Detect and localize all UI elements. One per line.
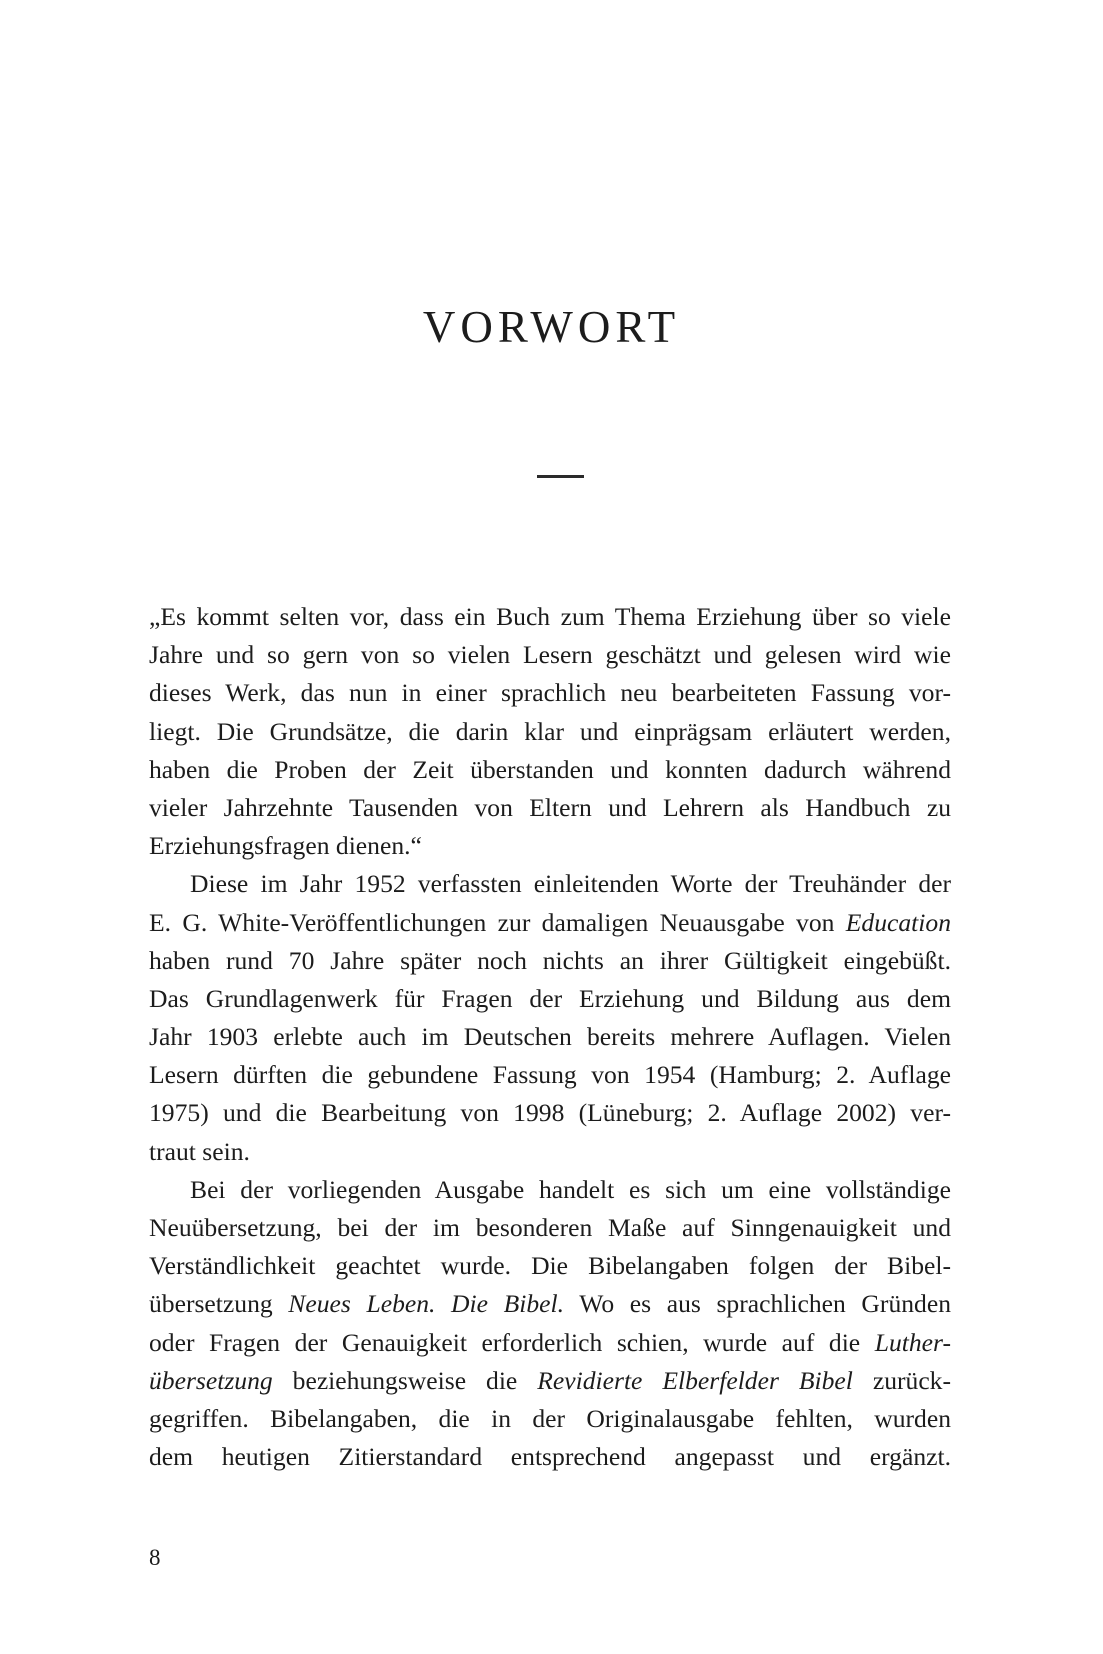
text-line (149, 1018, 951, 1056)
text-line (149, 904, 951, 942)
text-segment: zurück- (852, 1365, 951, 1395)
text-segment: gegriffen. Bibelangaben, die in der Originalausgabe fehlten, wurden (149, 1403, 951, 1433)
text-line (149, 1171, 951, 1209)
text-segment: übersetzung (149, 1289, 289, 1319)
text-line (149, 1438, 951, 1476)
text-segment: „Es kommt selten vor, dass ein Buch zum Thema Erziehung über so viele (149, 602, 951, 631)
text-line (149, 942, 951, 980)
text-line (149, 980, 951, 1018)
chapter-title: VORWORT (422, 302, 681, 352)
text-segment: dem heutigen Zitierstandard entsprechend angepasst und ergänzt. (149, 1442, 951, 1472)
text-line (149, 1247, 951, 1285)
text-segment: Neuübersetzung, bei der im besonderen Maße auf Sinngenauigkeit und (149, 1213, 951, 1242)
text-segment: haben rund 70 Jahre später noch nichts an ihrer Gültigkeit eingebüßt. (149, 945, 951, 975)
text-line (149, 598, 951, 636)
text-segment: haben die Proben der Zeit überstanden und konnten dadurch während (149, 754, 951, 784)
italic-title: Neues Leben. Die Bibel. (288, 1289, 565, 1319)
text-segment: liegt. Die Grundsätze, die darin klar und einprägsam erläutert werden, (149, 716, 951, 746)
text-segment: Jahr 1903 erlebte auch im Deutschen bereits mehrere Auflagen. Vielen (149, 1022, 951, 1052)
text-line (149, 1209, 951, 1247)
text-segment: Das Grundlagenwerk für Fragen der Erziehung und Bildung aus dem (149, 983, 951, 1013)
text-line (149, 1133, 951, 1171)
text-segment: Wo es aus sprachlichen Gründen (564, 1289, 951, 1319)
text-line (149, 1400, 951, 1438)
italic-title: Revidierte Elberfelder Bibel (537, 1365, 853, 1395)
text-segment: Verständlichkeit geachtet wurde. Die Bibelangaben folgen der Bibel- (149, 1251, 951, 1281)
text-segment: Lesern dürften die gebundene Fassung von 1954 (Hamburg; 2. Auflage (149, 1060, 951, 1090)
italic-title: Education (845, 907, 951, 937)
page-number: 8 (149, 1545, 161, 1570)
text-segment: Erziehungsfragen dienen.“ (149, 831, 422, 861)
text-line (149, 1056, 951, 1094)
text-segment: 1975) und die Bearbeitung von 1998 (Lüneburg; 2. Auflage 2002) ver- (149, 1098, 951, 1128)
text-segment: beziehungsweise die (272, 1365, 538, 1395)
text-line (149, 865, 951, 903)
preface-body-text (149, 598, 951, 1476)
text-segment: dieses Werk, das nun in einer sprachlich neu bearbeiteten Fassung vor- (149, 678, 951, 708)
italic-title: übersetzung (149, 1365, 273, 1395)
text-segment: Diese im Jahr 1952 verfassten einleitenden Worte der Treuhänder der (190, 869, 951, 899)
text-line (149, 636, 951, 674)
text-line (149, 674, 951, 712)
text-line (149, 1324, 951, 1362)
text-line (149, 1094, 951, 1132)
text-segment: Jahre und so gern von so vielen Lesern geschätzt und gelesen wird wie (149, 640, 951, 670)
text-line (149, 713, 951, 751)
text-line (149, 751, 951, 789)
text-segment: Bei der vorliegenden Ausgabe handelt es sich um eine vollständige (190, 1174, 951, 1204)
text-line (149, 827, 951, 865)
text-segment: E. G. White-Veröffentlichungen zur damaligen Neuausgabe von (149, 907, 846, 937)
title-divider (537, 475, 584, 478)
text-line (149, 1362, 951, 1400)
text-segment: traut sein. (149, 1136, 250, 1166)
text-segment: vieler Jahrzehnte Tausenden von Eltern und Lehrern als Handbuch zu (149, 792, 951, 822)
text-line (149, 789, 951, 827)
text-segment: oder Fragen der Genauigkeit erforderlich schien, wurde auf die (149, 1327, 875, 1357)
text-line (149, 1285, 951, 1323)
italic-title: Luther- (874, 1327, 951, 1357)
